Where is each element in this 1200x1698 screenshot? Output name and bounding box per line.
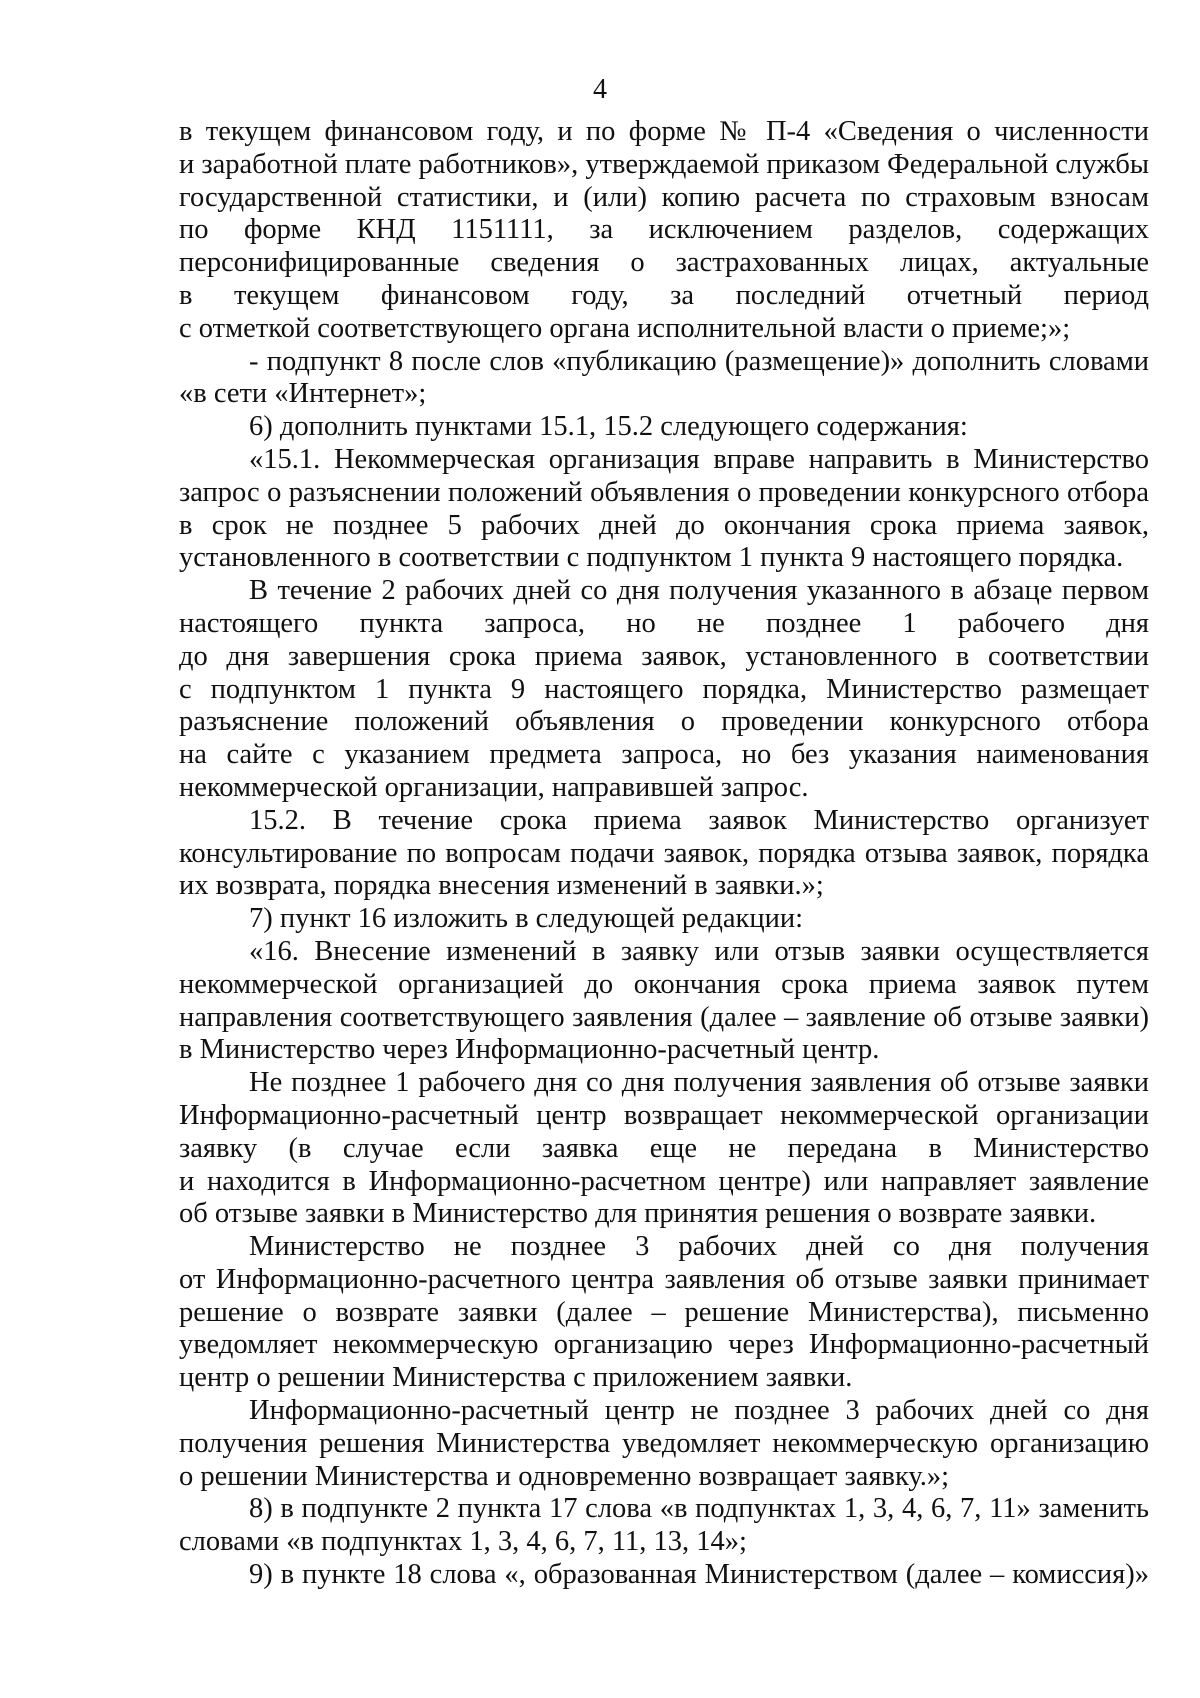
text-line: их возврата, порядка внесения изменений в заявки.»;: [179, 870, 824, 902]
text-line: от Информационно-расчетного центра заявления об отзыве заявки принимает: [179, 1263, 1149, 1295]
paragraph: [179, 936, 1149, 1067]
text-line: некоммерческой организацией до окончания срока приема заявок путем: [179, 968, 1149, 1000]
text-line: Информационно-расчетный центр не позднее 3 рабочих дней со дня: [249, 1395, 1149, 1427]
paragraph: [179, 411, 1149, 444]
paragraph: [179, 575, 1149, 805]
text-line: уведомляет некоммерческую организацию через Информационно-расчетный: [179, 1329, 1149, 1361]
text-line: на сайте с указанием предмета запроса, но без указания наименования: [179, 739, 1149, 771]
text-line: разъяснение положений объявления о проведении конкурсного отбора: [179, 706, 1149, 738]
text-line: решение о возврате заявки (далее – решение Министерства), письменно: [179, 1296, 1149, 1328]
text-line: словами «в подпунктах 1, 3, 4, 6, 7, 11, 13, 14»;: [179, 1526, 747, 1558]
text-line: В течение 2 рабочих дней со дня получения указанного в абзаце первом: [249, 575, 1149, 607]
page-number: 4: [593, 74, 607, 105]
text-line: и находится в Информационно-расчетном центре) или направляет заявление: [179, 1165, 1149, 1197]
text-line: установленного в соответствии с подпунктом 1 пункта 9 настоящего порядка.: [179, 542, 1124, 574]
text-line: и заработной плате работников», утверждаемой приказом Федеральной службы: [179, 148, 1150, 180]
text-line: некоммерческой организации, направившей запрос.: [179, 771, 809, 803]
text-line: по форме КНД 1151111, за исключением разделов, содержащих: [179, 214, 1149, 246]
text-line: «15.1. Некоммерческая организация вправе направить в Министерство: [249, 443, 1149, 475]
text-line: 7) пункт 16 изложить в следующей редакции:: [249, 903, 804, 935]
text-line: центр о решении Министерства с приложением заявки.: [179, 1362, 853, 1394]
text-line: Информационно-расчетный центр возвращает некоммерческой организации: [179, 1099, 1149, 1131]
paragraph: [179, 805, 1149, 903]
text-line: - подпункт 8 после слов «публикацию (размещение)» дополнить словами: [249, 345, 1149, 377]
text-line: настоящего пункта запроса, но не позднее 1 рабочего дня: [179, 607, 1149, 639]
text-line: запрос о разъяснении положений объявления о проведении конкурсного отбора: [179, 476, 1149, 508]
paragraph: [179, 346, 1149, 412]
text-line: «в сети «Интернет»;: [179, 378, 427, 410]
paragraph: [179, 1395, 1149, 1493]
text-line: с отметкой соответствующего органа исполнительной власти о приеме;»;: [179, 312, 1071, 344]
paragraph: [179, 1231, 1149, 1395]
paragraph: [179, 1493, 1149, 1559]
text-line: до дня завершения срока приема заявок, установленного в соответствии: [179, 640, 1149, 672]
text-line: заявку (в случае если заявка еще не передана в Министерство: [179, 1132, 1149, 1164]
paragraph: [179, 903, 1149, 936]
text-line: консультирование по вопросам подачи заявок, порядка отзыва заявок, порядка: [179, 837, 1149, 869]
text-line: 9) в пункте 18 слова «, образованная Министерством (далее – комиссия)»: [249, 1559, 1149, 1591]
text-line: получения решения Министерства уведомляет некоммерческую организацию: [179, 1427, 1149, 1459]
text-line: в Министерство через Информационно-расчетный центр.: [179, 1034, 880, 1066]
text-line: направления соответствующего заявления (далее – заявление об отзыве заявки): [179, 1001, 1149, 1033]
text-line: об отзыве заявки в Министерство для принятия решения о возврате заявки.: [179, 1198, 1097, 1230]
text-line: 6) дополнить пунктами 15.1, 15.2 следующего содержания:: [249, 411, 968, 443]
text-line: в срок не позднее 5 рабочих дней до окончания срока приема заявок,: [179, 509, 1149, 541]
text-line: Министерство не позднее 3 рабочих дней со дня получения: [249, 1231, 1149, 1263]
paragraph: [179, 1559, 1149, 1592]
paragraph: [179, 116, 1149, 346]
document-body: [179, 116, 1149, 1592]
paragraph: [179, 1067, 1149, 1231]
text-line: государственной статистики, и (или) копию расчета по страховым взносам: [179, 181, 1149, 213]
text-line: о решении Министерства и одновременно возвращает заявку.»;: [179, 1460, 950, 1492]
paragraph: [179, 444, 1149, 575]
text-line: 8) в подпункте 2 пункта 17 слова «в подпунктах 1, 3, 4, 6, 7, 11» заменить: [249, 1493, 1149, 1525]
text-line: с подпунктом 1 пункта 9 настоящего порядка, Министерство размещает: [179, 673, 1149, 705]
text-line: Не позднее 1 рабочего дня со дня получения заявления об отзыве заявки: [249, 1067, 1149, 1099]
text-line: персонифицированные сведения о застрахованных лицах, актуальные: [179, 247, 1149, 279]
text-line: «16. Внесение изменений в заявку или отзыв заявки осуществляется: [249, 935, 1149, 967]
text-line: в текущем финансовом году, и по форме № П-4 «Сведения о численности: [179, 116, 1149, 147]
text-line: в текущем финансовом году, за последний отчетный период: [179, 279, 1149, 311]
text-line: 15.2. В течение срока приема заявок Министерство организует: [249, 804, 1149, 836]
